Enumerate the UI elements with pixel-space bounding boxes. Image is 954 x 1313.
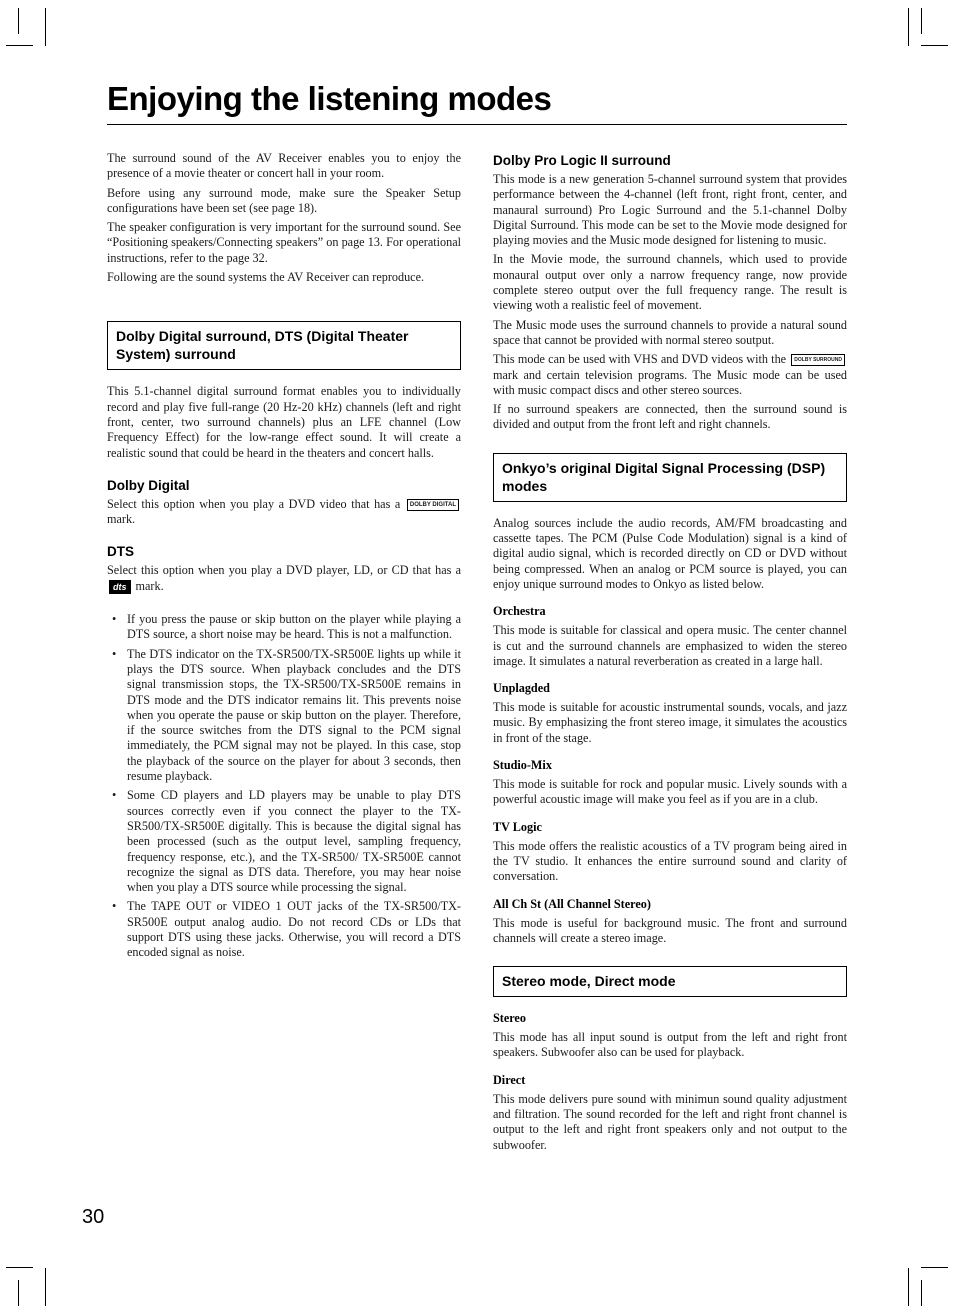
pro-logic-paragraph: This mode is a new generation 5-channel surround system that provides performance between the 4-channel (left front, right front, center, and manaural surround) Pro Logic Surround and the 5.1-channel Dolby Digital Surround. This mode can be set to the Movie mode designed for playing movies and the Music mode designed for listening to music. [493,172,847,248]
subsection-heading: Dolby Pro Logic II surround [493,153,671,168]
right-column [493,152,847,1157]
dolby-digital-paragraph [107,497,461,528]
dsp-intro-paragraph: Analog sources include the audio records, AM/FM broadcasting and cassette tapes. The PCM (Pulse Code Modulation) signal is a kind of digital audio signal, which is recorded directly on CD or DVD without being compressed. When an analog or PCM source is played, you can enjoy unique surround modes to Onkyo as listed below. [493,515,847,591]
crop-mark [921,45,948,46]
mode-description: This mode delivers pure sound with minimun sound quality adjustment and filtration. The sound recorded for the left and right front channel is output to the left and right front speakers only and not output to the subwoofer. [493,1091,847,1152]
mode-description: This mode is suitable for rock and popular music. Lively sounds with a powerful acoustic image will make you feel as if you are in a club. [493,777,847,807]
bullet-icon: • [112,646,117,661]
mode-description: This mode has all input sound is output from the left and right front speakers. Subwoofer also can be used for playback. [493,1030,847,1060]
bullet-icon: • [112,612,117,627]
dolby-surround-logo-icon: DOLBY SURROUND [791,354,845,366]
mode-heading: TV Logic [493,819,542,834]
subsection-heading: Dolby Digital [107,477,190,493]
mode-heading: All Ch St (All Channel Stereo) [493,896,651,911]
list-item [107,612,461,643]
crop-mark [18,1280,19,1306]
pro-logic-paragraph: If no surround speakers are connected, then the surround sound is divided and output from the front left and right channels. [493,402,847,432]
dts-text: Select this option when you play a DVD player, LD, or CD that has a [107,563,461,578]
list-item [107,788,461,895]
mode-heading: Direct [493,1072,526,1087]
mode-description: This mode is useful for background music. The front and surround channels will create a stereo image. [493,915,847,945]
mode-heading: Stereo [493,1011,526,1026]
mode-description: This mode is suitable for classical and opera music. The center channel is cut and the surround channels are emphasized to widen the stereo image. It simulates a natural reverberation as created in a large hall. [493,623,847,668]
mode-heading: Orchestra [493,604,546,619]
left-column [107,151,461,965]
intro-paragraph: The speaker configuration is very important for the surround sound. See “Positioning speakers/Connecting speakers” on page 13. For operational instructions, refer to the page 32. [107,220,461,265]
title-rule [107,124,847,125]
list-item-text: The TAPE OUT or VIDEO 1 OUT jacks of the TX-SR500/TX-SR500E output analog audio. Do not record CDs or LDs that support DTS using these jacks. Otherwise, you will record a DTS encoded signal as noise. [127,899,461,960]
bullet-list [107,612,461,961]
page-number: 30 [82,1206,105,1228]
page-title: Enjoying the listening modes [107,80,552,117]
dts-paragraph [107,563,461,594]
dolby-digital-text-after: mark. [107,512,136,527]
intro-paragraph: Following are the sound systems the AV Receiver can reproduce. [107,270,425,285]
pro-logic-text-after: mark and certain television programs. The Music mode can be used with music compact discs and other stereo sources. [493,367,847,397]
dolby-digital-logo-icon: DOLBY DIGITAL [407,499,459,511]
crop-mark [6,1267,33,1268]
intro-paragraph: The surround sound of the AV Receiver enables you to enjoy the presence of a movie theater or concert hall in your room. [107,151,461,181]
dts-text-after: mark. [135,578,164,593]
dolby-digital-text: Select this option when you play a DVD video that has a [107,496,401,511]
crop-mark [908,8,909,46]
mode-heading: Studio-Mix [493,758,552,773]
crop-mark [45,8,46,46]
crop-mark [921,8,922,34]
section-paragraph: This 5.1-channel digital surround format enables you to individually record and play five full-range (20 Hz-20 kHz) channels (left and right front, center, two surround channels) plus an LFE channel (Low Frequency Effect) for the low-range effect sound. It will create a realistic sound that could be heard in the theaters and concert halls. [107,384,461,460]
crop-mark [6,45,33,46]
mode-heading: Unplagded [493,681,550,696]
intro-paragraph: Before using any surround mode, make sure the Speaker Setup configurations have been set (see page 18). [107,185,461,215]
section-box-heading: Dolby Digital surround, DTS (Digital Theater System) surround [107,321,461,370]
list-item-text: If you press the pause or skip button on the player while playing a DTS source, a short noise may be heard. This is not a malfunction. [127,612,461,642]
bullet-icon: • [112,899,117,914]
pro-logic-paragraph [493,352,847,398]
crop-mark [921,1267,948,1268]
section-box-heading: Stereo mode, Direct mode [493,966,847,997]
mode-description: This mode is suitable for acoustic instrumental sounds, vocals, and jazz music. By emphasizing the front stereo image, it simulates the acoustics in front of the stage. [493,700,847,745]
crop-mark [908,1268,909,1306]
bullet-icon: • [112,788,117,803]
list-item-text: Some CD players and LD players may be unable to play DTS sources correctly even if you connect the player to the TX-SR500/TX-SR500E digitally. This is because the digital signal has been processed (such as the output level, sampling frequency, frequency response, etc.), and the TX-SR500/ TX-SR500E cannot recognize the signal as DTS data. Therefore, you may hear noise when you play a DTS source while processing the signal. [127,788,461,895]
pro-logic-paragraph: In the Movie mode, the surround channels, which used to provide monaural output over only a narrow frequency range, now provide complete stereo output over the full frequency range. The result is viewing woth a realistic feel of movement. [493,252,847,313]
list-item [107,899,461,960]
pro-logic-text: This mode can be used with VHS and DVD videos with the [493,352,787,367]
crop-mark [18,8,19,34]
subsection-heading: DTS [107,544,134,560]
crop-mark [45,1268,46,1306]
list-item-text: The DTS indicator on the TX-SR500/TX-SR500E lights up while it plays the DTS source. When playback concludes and the DTS signal transmission stops, the TX-SR500/TX-SR500E remains in DTS mode and the DTS indicator remains lit. This prevents noise when you operate the pause or skip button on the player. Therefore, if the source switches from the DTS signal to the PCM signal immediately, the PCM signal may not be played. In this case, stop the playback of the source on the player for about 3 seconds, then resume playback. [127,646,461,784]
section-box-heading: Onkyo’s original Digital Signal Processing (DSP) modes [493,453,847,502]
crop-mark [921,1280,922,1306]
dts-logo-icon: dts [109,580,131,594]
list-item [107,647,461,785]
pro-logic-paragraph: The Music mode uses the surround channels to provide a natural sound space that cannot be provided with normal stereo soutput. [493,317,847,347]
mode-description: This mode offers the realistic acoustics of a TV program being aired in the TV studio. It enhances the entire surround sound and clarity of conversation. [493,838,847,884]
